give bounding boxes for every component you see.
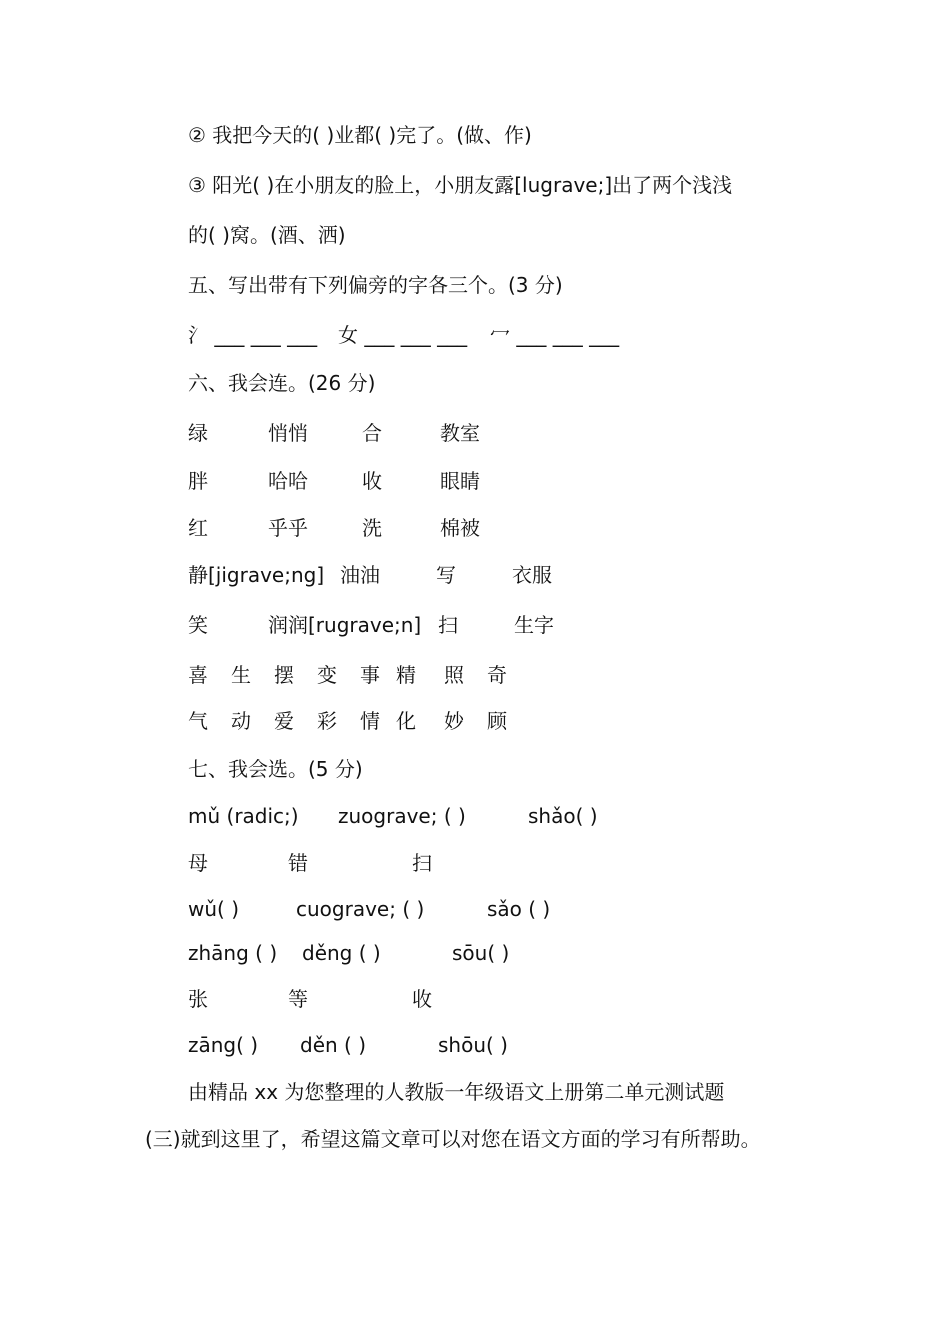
q6-word: 胖 [188,469,208,493]
q7-char: 错 [288,851,308,875]
q7-pinyin: zuograve; ( ) [338,804,466,828]
q7-char: 张 [188,987,208,1011]
radical-label: 女 [338,323,358,347]
q6-char: 彩 [317,709,337,733]
q7-char: 等 [288,987,308,1011]
q6-word: 教室 [440,421,480,445]
q4-item-3-line2: 的( )窝。(酒、洒) [188,223,346,247]
q6-char: 照 [444,663,464,687]
q6-word: 静[jigrave;ng] [188,563,325,587]
q7-char: 扫 [412,851,432,875]
q6-word: 红 [188,516,208,540]
q5-radical-cover [490,322,619,348]
q7-pinyin: zāng( ) [188,1033,259,1057]
q7-pinyin: zhāng ( ) [188,941,278,965]
q7-char: 收 [412,987,432,1011]
q6-title: 六、我会连。(26 分) [188,371,376,395]
q6-char: 爱 [274,709,294,733]
q5-radical-woman [338,322,467,348]
q6-word: 悄悄 [268,421,308,445]
q6-word: 眼睛 [440,469,480,493]
q6-word: 收 [362,469,382,493]
answer-blanks: ___ ___ ___ [516,323,620,347]
q6-word: 生字 [514,613,554,637]
answer-blanks: ___ ___ ___ [214,323,318,347]
q7-pinyin: mǔ (radic;) [188,804,299,828]
q7-pinyin: shōu( ) [438,1033,508,1057]
q5-title: 五、写出带有下列偏旁的字各三个。(3 分) [188,273,563,297]
q6-char: 摆 [274,663,294,687]
q6-word: 棉被 [440,516,480,540]
q6-word: 合 [362,421,382,445]
answer-blanks: ___ ___ ___ [364,323,468,347]
q4-item-2: ② 我把今天的( )业都( )完了。(做、作) [188,123,532,147]
q6-char: 精 [396,663,416,687]
q7-pinyin: shǎo( ) [528,804,598,828]
radical-label: 冖 [490,323,510,347]
q6-word: 扫 [438,613,458,637]
closing-line-1: 由精品 xx 为您整理的人教版一年级语文上册第二单元测试题 [188,1080,725,1104]
q6-char: 动 [231,709,251,733]
closing-line-2: (三)就到这里了，希望这篇文章可以对您在语文方面的学习有所帮助。 [145,1127,761,1151]
q6-word: 哈哈 [268,469,308,493]
q6-char: 变 [317,663,337,687]
q6-char: 喜 [188,663,208,687]
q7-pinyin: wǔ( ) [188,897,239,921]
q4-item-3-line1: ③ 阳光( )在小朋友的脸上，小朋友露[lugrave;]出了两个浅浅 [188,173,733,197]
q6-word: 油油 [340,563,380,587]
q6-word: 写 [436,563,456,587]
q6-char: 气 [188,709,208,733]
q7-title: 七、我会选。(5 分) [188,757,363,781]
q6-char: 妙 [444,709,464,733]
q7-char: 母 [188,851,208,875]
q7-pinyin: sǎo ( ) [487,897,551,921]
q6-char: 化 [396,709,416,733]
q6-word: 绿 [188,421,208,445]
q6-word: 乎乎 [268,516,308,540]
q7-pinyin: sōu( ) [452,941,510,965]
radical-label: 氵 [188,323,208,347]
q6-char: 顾 [487,709,507,733]
q6-char: 事 [360,663,380,687]
q6-word: 洗 [362,516,382,540]
q6-char: 情 [360,709,380,733]
q6-word: 笑 [188,613,208,637]
q6-word: 衣服 [512,563,552,587]
q7-pinyin: děn ( ) [300,1033,366,1057]
q6-char: 生 [231,663,251,687]
q6-char: 奇 [487,663,507,687]
q7-pinyin: cuograve; ( ) [296,897,425,921]
q5-radical-water [188,322,317,348]
q6-word: 润润[rugrave;n] [268,613,422,637]
q7-pinyin: děng ( ) [302,941,381,965]
